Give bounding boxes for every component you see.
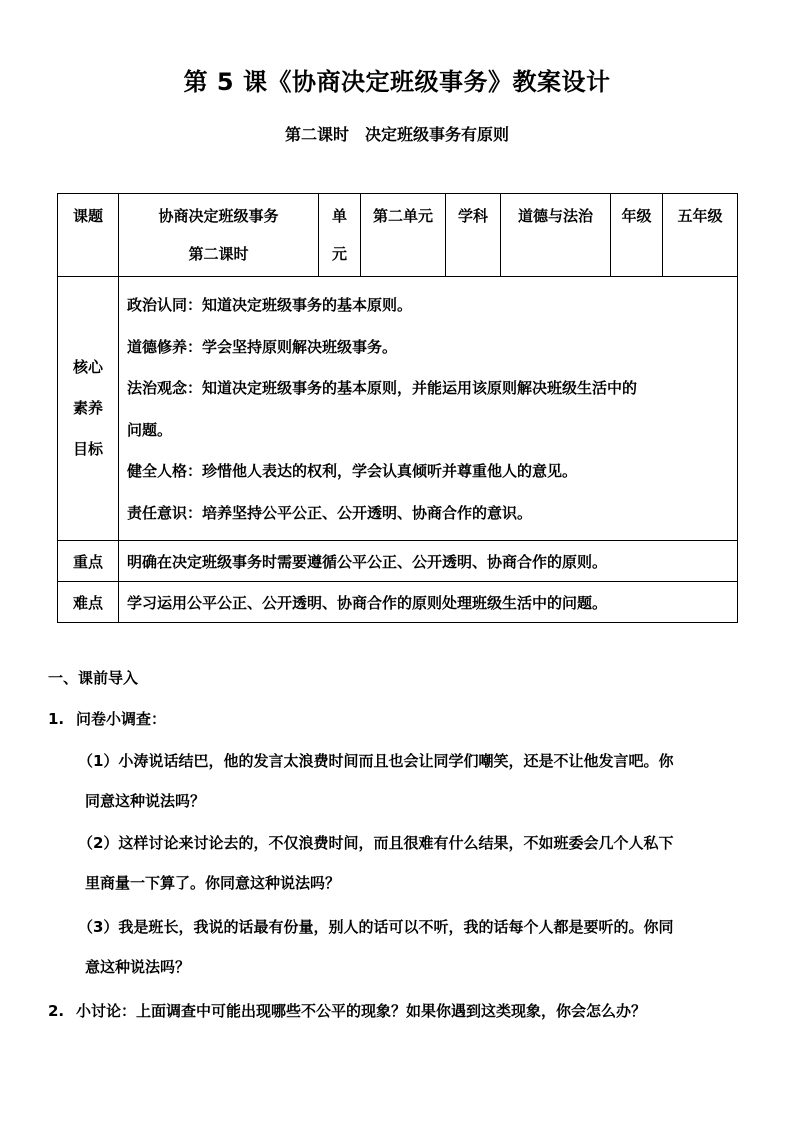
topic-label-cell xyxy=(58,194,119,277)
item-survey xyxy=(48,708,166,729)
subject-value: 道德与法治 xyxy=(517,207,593,225)
goals-label-cell xyxy=(58,277,119,541)
topic-label: 课题 xyxy=(72,207,103,225)
survey-question-3-line2: 意这种说法吗？ xyxy=(85,958,191,976)
goal-moral: 道德修养：学会坚持原则解决班级事务。 xyxy=(127,337,398,356)
subject-value-cell xyxy=(501,194,611,277)
grade-label: 年级 xyxy=(621,207,652,225)
difficulty-label: 难点 xyxy=(58,582,119,623)
key-point-row xyxy=(58,541,738,582)
survey-question-1 xyxy=(78,750,738,811)
section-heading-intro: 一、课前导入 xyxy=(48,669,139,687)
goals-label-part1: 核心 xyxy=(72,358,103,376)
unit-value-cell xyxy=(361,194,446,277)
goal-political: 政治认同：知道决定班级事务的基本原则。 xyxy=(127,296,413,314)
unit-label-part2: 元 xyxy=(331,245,347,263)
goal-legal-continued: 问题。 xyxy=(127,420,173,439)
item-discussion-number: 2. xyxy=(48,1002,65,1020)
goals-label-part3: 目标 xyxy=(72,440,103,458)
item-discussion xyxy=(48,1000,646,1021)
document-title: 第 5 课《协商决定班级事务》教案设计 xyxy=(183,68,611,96)
subject-label: 学科 xyxy=(457,207,488,225)
survey-question-2-line2: 里商量一下算了。你同意这种说法吗？ xyxy=(85,874,341,892)
subject-label-cell xyxy=(446,194,501,277)
grade-value: 五年级 xyxy=(677,207,723,225)
survey-question-3-line1: （3）我是班长，我说的话最有份量，别人的话可以不听，我的话每个人都是要听的。你同 xyxy=(78,918,674,936)
topic-name: 协商决定班级事务 xyxy=(158,207,279,225)
survey-question-3 xyxy=(78,916,738,977)
key-point-content: 明确在决定班级事务时需要遵循公平公正、公开透明、协商合作的原则。 xyxy=(119,541,738,582)
header-row xyxy=(58,194,738,277)
goals-label-part2: 素养 xyxy=(72,399,103,417)
difficulty-row xyxy=(58,582,738,623)
goal-responsibility: 责任意识：培养坚持公平公正、公开透明、协商合作的意识。 xyxy=(127,503,533,522)
goals-row xyxy=(58,277,738,541)
survey-question-1-line2: 同意这种说法吗？ xyxy=(85,792,206,810)
item-survey-number: 1. xyxy=(48,710,65,728)
item-discussion-text: 小讨论：上面调查中可能出现哪些不公平的现象？如果你遇到这类现象，你会怎么办？ xyxy=(76,1002,647,1020)
grade-value-cell xyxy=(663,194,738,277)
difficulty-content: 学习运用公平公正、公开透明、协商合作的原则处理班级生活中的问题。 xyxy=(119,582,738,623)
unit-label-cell xyxy=(319,194,361,277)
document-subtitle: 第二课时 决定班级事务有原则 xyxy=(284,125,509,144)
topic-value-cell xyxy=(119,194,319,277)
key-point-label: 重点 xyxy=(58,541,119,582)
item-survey-text: 问卷小调查： xyxy=(76,710,167,728)
topic-period: 第二课时 xyxy=(188,245,249,263)
goal-personality: 健全人格：珍惜他人表达的权利，学会认真倾听并尊重他人的意见。 xyxy=(127,462,578,480)
grade-label-cell xyxy=(611,194,663,277)
goal-legal: 法治观念：知道决定班级事务的基本原则，并能运用该原则解决班级生活中的 xyxy=(127,379,638,397)
survey-question-2 xyxy=(78,832,738,893)
lesson-info-table xyxy=(57,193,738,623)
survey-question-2-line1: （2）这样讨论来讨论去的，不仅浪费时间，而且很难有什么结果，不如班委会几个人私下 xyxy=(78,834,674,852)
survey-question-1-line1: （1）小涛说话结巴，他的发言太浪费时间而且也会让同学们嘲笑，还是不让他发言吧。你 xyxy=(78,752,674,770)
goals-content-cell xyxy=(119,277,738,541)
unit-label-part1: 单 xyxy=(331,207,347,225)
unit-value: 第二单元 xyxy=(372,207,433,225)
